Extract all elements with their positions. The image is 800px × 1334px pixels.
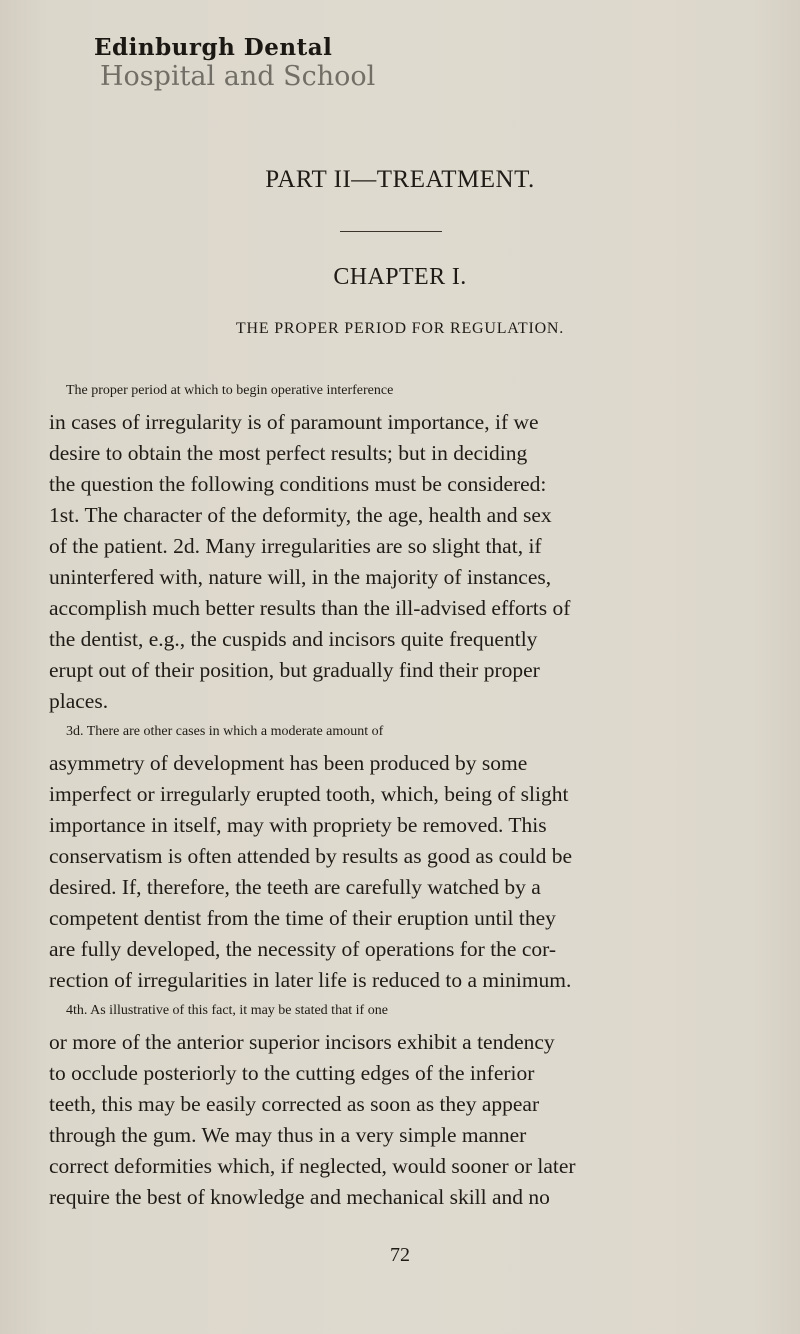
text-line: erupt out of their position, but gradually find their proper xyxy=(49,658,540,682)
text-line: rection of irregularities in later life is reduced to a minimum. xyxy=(49,968,572,992)
page-number: 72 xyxy=(390,1244,410,1266)
text-line: the question the following conditions must be considered: xyxy=(49,472,547,496)
text-line: competent dentist from the time of their eruption until they xyxy=(49,906,556,930)
text-line: 1st. The character of the deformity, the age, health and sex xyxy=(49,503,552,527)
text-line: or more of the anterior superior incisors exhibit a tendency xyxy=(49,1030,555,1054)
library-stamp xyxy=(94,36,374,90)
text-line: in cases of irregularity is of paramount importance, if we xyxy=(49,410,539,434)
text-line: desired. If, therefore, the teeth are carefully watched by a xyxy=(49,875,541,899)
part-title: PART II—TREATMENT. xyxy=(265,166,535,193)
title-rule xyxy=(340,231,442,232)
text-line: correct deformities which, if neglected, would sooner or later xyxy=(49,1154,576,1178)
text-line: of the patient. 2d. Many irregularities are so slight that, if xyxy=(49,534,542,558)
text-line: the dentist, e.g., the cuspids and incisors quite frequently xyxy=(49,627,538,651)
text-line: places. xyxy=(49,689,109,713)
stamp-line-1: Edinburgh Dental xyxy=(94,34,333,61)
text-line: asymmetry of development has been produced by some xyxy=(49,751,528,775)
text-line: conservatism is often attended by results as good as could be xyxy=(49,844,573,868)
text-line: through the gum. We may thus in a very simple manner xyxy=(49,1123,527,1147)
text-line: uninterfered with, nature will, in the majority of instances, xyxy=(49,565,552,589)
text-line: 4th. As illustrative of this fact, it may be stated that if one xyxy=(66,1003,388,1018)
text-line: accomplish much better results than the ill-advised efforts of xyxy=(49,596,571,620)
text-line: to occlude posteriorly to the cutting edges of the inferior xyxy=(49,1061,535,1085)
section-title: THE PROPER PERIOD FOR REGULATION. xyxy=(235,320,565,337)
text-line: require the best of knowledge and mechanical skill and no xyxy=(49,1185,550,1209)
chapter-title: CHAPTER I. xyxy=(333,264,467,290)
text-line: imperfect or irregularly erupted tooth, which, being of slight xyxy=(49,782,569,806)
text-line: teeth, this may be easily corrected as soon as they appear xyxy=(49,1092,540,1116)
text-line: importance in itself, may with propriety be removed. This xyxy=(49,813,547,837)
stamp-line-2: Hospital and School xyxy=(100,61,376,92)
text-line: The proper period at which to begin operative interference xyxy=(66,383,394,398)
text-line: desire to obtain the most perfect results; but in deciding xyxy=(49,441,528,465)
text-line: are fully developed, the necessity of operations for the cor- xyxy=(49,937,557,961)
text-line: 3d. There are other cases in which a moderate amount of xyxy=(66,724,384,739)
